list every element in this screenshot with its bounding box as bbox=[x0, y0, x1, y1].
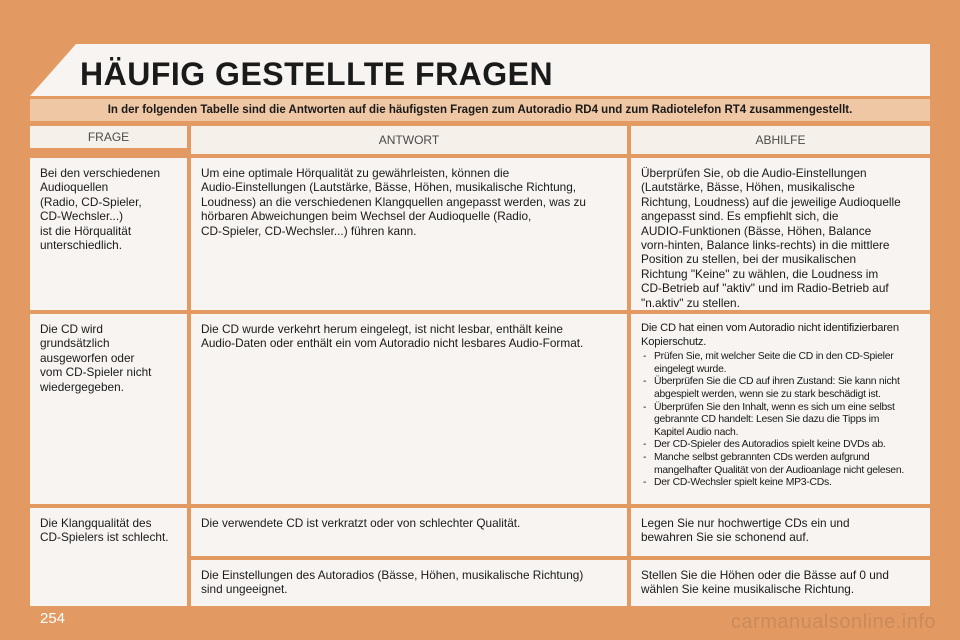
page-number: 254 bbox=[40, 610, 66, 627]
row3-abhilfe: Legen Sie nur hochwertige CDs ein und bewahren Sie sie schonend auf. bbox=[631, 508, 930, 556]
subtitle-bar bbox=[30, 99, 930, 121]
page-title: HÄUFIG GESTELLTE FRAGEN bbox=[80, 56, 554, 92]
page-subtitle: In der folgenden Tabelle sind die Antworten auf die häufigsten Fragen zum Autoradio RD4 und zum Radiotelefon RT4 zusammengestellt. bbox=[107, 104, 853, 116]
watermark: carmanualsonline.info bbox=[730, 611, 936, 633]
list-item: - Überprüfen Sie den Inhalt, wenn es sich um eine selbst gebrannte CD handelt: Lesen Sie dazu die Tipps im Kapitel Audio nach. bbox=[641, 402, 920, 440]
row1-abhilfe: Überprüfen Sie, ob die Audio-Einstellungen (Lautstärke, Bässe, Höhen, musikalische Richtung, Loudness) auf die jeweilige Audioquelle angepasst sind. Es empfiehlt sich, die AUDIO-Funktionen (Bässe, Höhen, Balance vorn-hinten, Balance links-rechts) in die mittlere Position zu stellen, bei der musikalischen Richtung "Keine" zu wählen, die Loudness im CD-Betrieb auf "aktiv" und im Radio-Betrieb auf "n.aktiv" zu stellen. bbox=[631, 158, 930, 310]
row4-antwort: Die Einstellungen des Autoradios (Bässe, Höhen, musikalische Richtung) sind ungeeignet. bbox=[191, 560, 627, 606]
list-item: - Der CD-Wechsler spielt keine MP3-CDs. bbox=[641, 477, 920, 490]
row3-antwort: Die verwendete CD ist verkratzt oder von schlechter Qualität. bbox=[191, 508, 627, 556]
list-item: - Manche selbst gebrannten CDs werden aufgrund mangelhafter Qualität von der Audioanlage nicht gelesen. bbox=[641, 452, 920, 477]
row2-abhilfe-intro: Die CD hat einen vom Autoradio nicht identifizierbaren Kopierschutz. bbox=[641, 322, 899, 348]
column-header-antwort: ANTWORT bbox=[191, 126, 627, 154]
list-item: - Der CD-Spieler des Autoradios spielt keine DVDs ab. bbox=[641, 439, 920, 452]
row2-abhilfe-list bbox=[641, 351, 920, 490]
row1-frage: Bei den verschiedenen Audioquellen (Radio, CD-Spieler, CD-Wechsler...) ist die Hörqualität unterschiedlich. bbox=[30, 158, 187, 310]
row4-abhilfe: Stellen Sie die Höhen oder die Bässe auf 0 und wählen Sie keine musikalische Richtung. bbox=[631, 560, 930, 606]
column-header-frage: FRAGE bbox=[30, 126, 187, 148]
row1-antwort: Um eine optimale Hörqualität zu gewährleisten, können die Audio-Einstellungen (Lautstärke, Bässe, Höhen, musikalische Richtung, Loudness) an die verschiedenen Klangquellen angepasst werden, was zu hörbaren Abweichungen beim Wechsel der Audioquelle (Radio, CD-Spieler, CD-Wechsler...) führen kann. bbox=[191, 158, 627, 310]
row3-frage: Die Klangqualität des CD-Spielers ist schlecht. bbox=[30, 508, 187, 606]
row2-frage: Die CD wird grundsätzlich ausgeworfen oder vom CD-Spieler nicht wiedergegeben. bbox=[30, 314, 187, 504]
list-item: - Überprüfen Sie die CD auf ihren Zustand: Sie kann nicht abgespielt werden, wenn sie zu stark beschädigt ist. bbox=[641, 376, 920, 401]
row2-abhilfe bbox=[631, 314, 930, 504]
row2-antwort: Die CD wurde verkehrt herum eingelegt, ist nicht lesbar, enthält keine Audio-Daten oder enthält ein vom Autoradio nicht lesbares Audio-Format. bbox=[191, 314, 627, 504]
column-header-abhilfe: ABHILFE bbox=[631, 126, 930, 154]
list-item: - Prüfen Sie, mit welcher Seite die CD in den CD-Spieler eingelegt wurde. bbox=[641, 351, 920, 376]
